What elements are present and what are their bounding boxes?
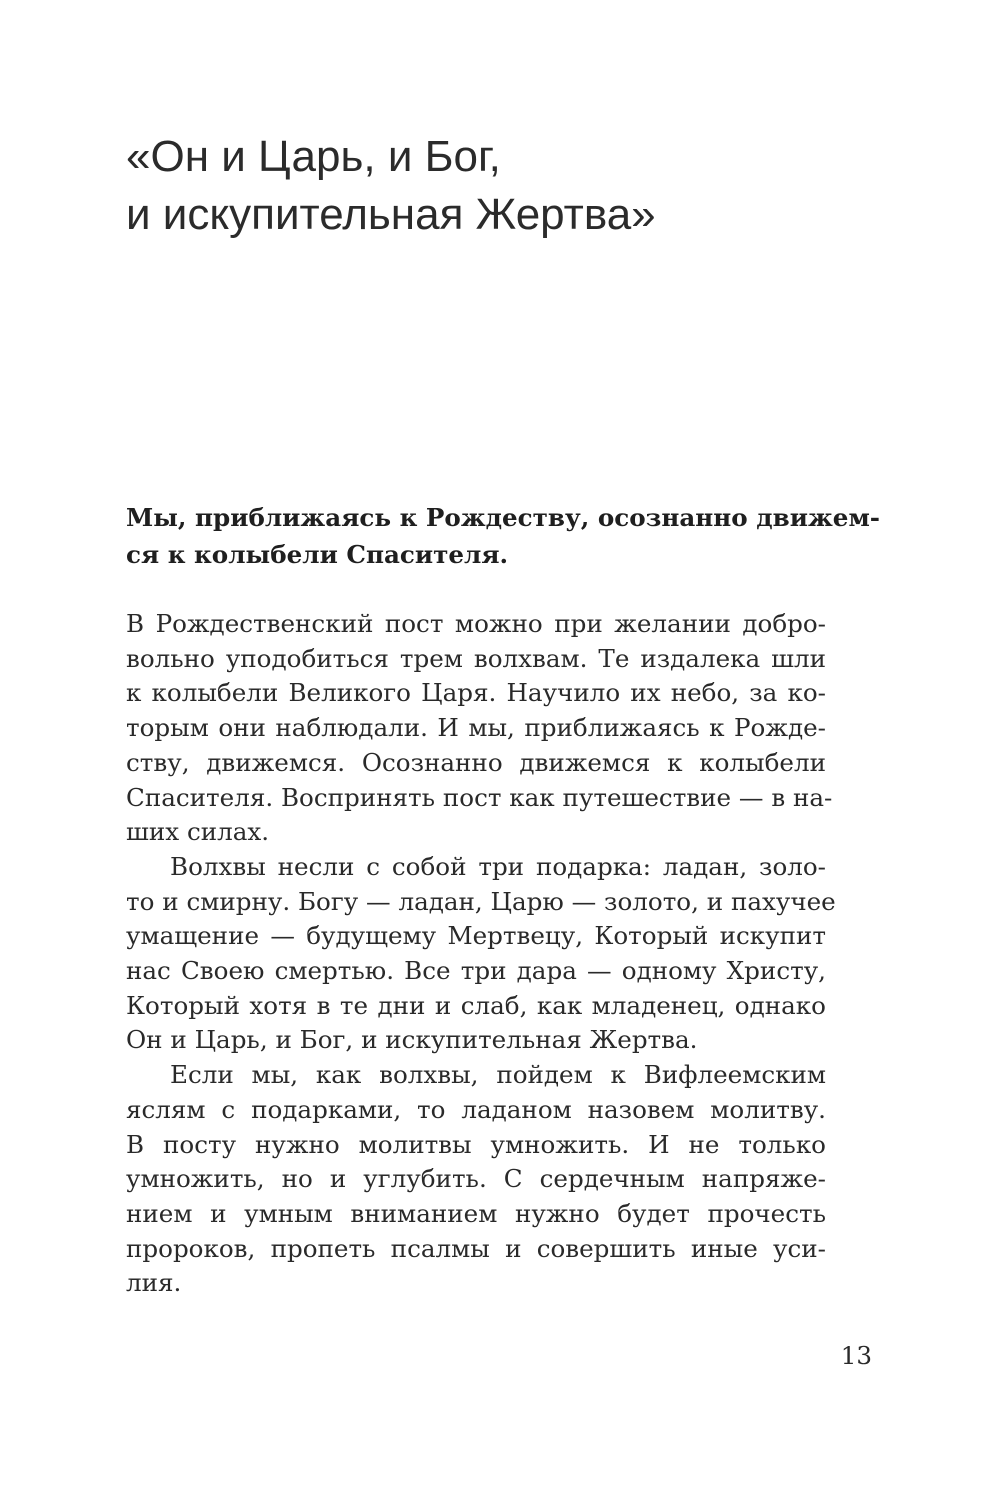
- paragraph-1-line: вольно уподобиться трем волхвам. Те издалека шли: [126, 643, 826, 673]
- chapter-title-line: и искупительная Жертва»: [126, 190, 656, 239]
- lead-line: ся к колыбели Спасителя.: [126, 540, 509, 569]
- paragraph-3-line: лия.: [126, 1268, 182, 1298]
- paragraph-3-line: умножить, но и углубить. С сердечным напряже-: [126, 1164, 826, 1194]
- chapter-title: [126, 128, 886, 244]
- paragraph-2-line: то и смирну. Богу — ладан, Царю — золото, и пахучее: [126, 886, 836, 916]
- paragraph-2-line: нас Своею смертью. Все три дара — одному Христу,: [126, 956, 826, 986]
- paragraph-1-line: к колыбели Великого Царя. Научило их небо, за ко-: [126, 678, 826, 708]
- paragraph-2-line: Который хотя в те дни и слаб, как младенец, однако: [126, 990, 826, 1020]
- paragraph-3-line: Если мы, как волхвы, пойдем к Вифлеемским: [170, 1060, 826, 1090]
- body-text: [126, 607, 836, 1301]
- paragraph-3-line: яслям с подарками, то ладаном назовем молитву.: [126, 1094, 826, 1124]
- paragraph-1-line: ству, движемся. Осознанно движемся к колыбели: [126, 747, 826, 777]
- lead-paragraph: [126, 499, 881, 573]
- lead-line: Мы, приближаясь к Рождеству, осознанно движем-: [126, 503, 881, 532]
- paragraph-3-line: нием и умным вниманием нужно будет прочесть: [126, 1198, 826, 1228]
- paragraph-3-line: В посту нужно молитвы умножить. И не только: [126, 1129, 826, 1159]
- paragraph-1-line: торым они наблюдали. И мы, приближаясь к Рожде-: [126, 713, 826, 743]
- paragraph-2-line: умащение — будущему Мертвецу, Который искупит: [126, 921, 826, 951]
- page-number: 13: [840, 1341, 872, 1370]
- chapter-title-line: «Он и Царь, и Бог,: [126, 132, 501, 181]
- paragraph-3-line: пророков, пропеть псалмы и совершить иные уси-: [126, 1233, 826, 1263]
- paragraph-2-line: Он и Царь, и Бог, и искупительная Жертва.: [126, 1025, 698, 1055]
- paragraph-1-line: В Рождественский пост можно при желании добро-: [126, 609, 826, 638]
- paragraph-1-line: Спасителя. Воспринять пост как путешествие — в на-: [126, 782, 833, 812]
- paragraph-2-line: Волхвы несли с собой три подарка: ладан, золо-: [170, 851, 826, 881]
- paragraph-1-line: ших силах.: [126, 817, 270, 847]
